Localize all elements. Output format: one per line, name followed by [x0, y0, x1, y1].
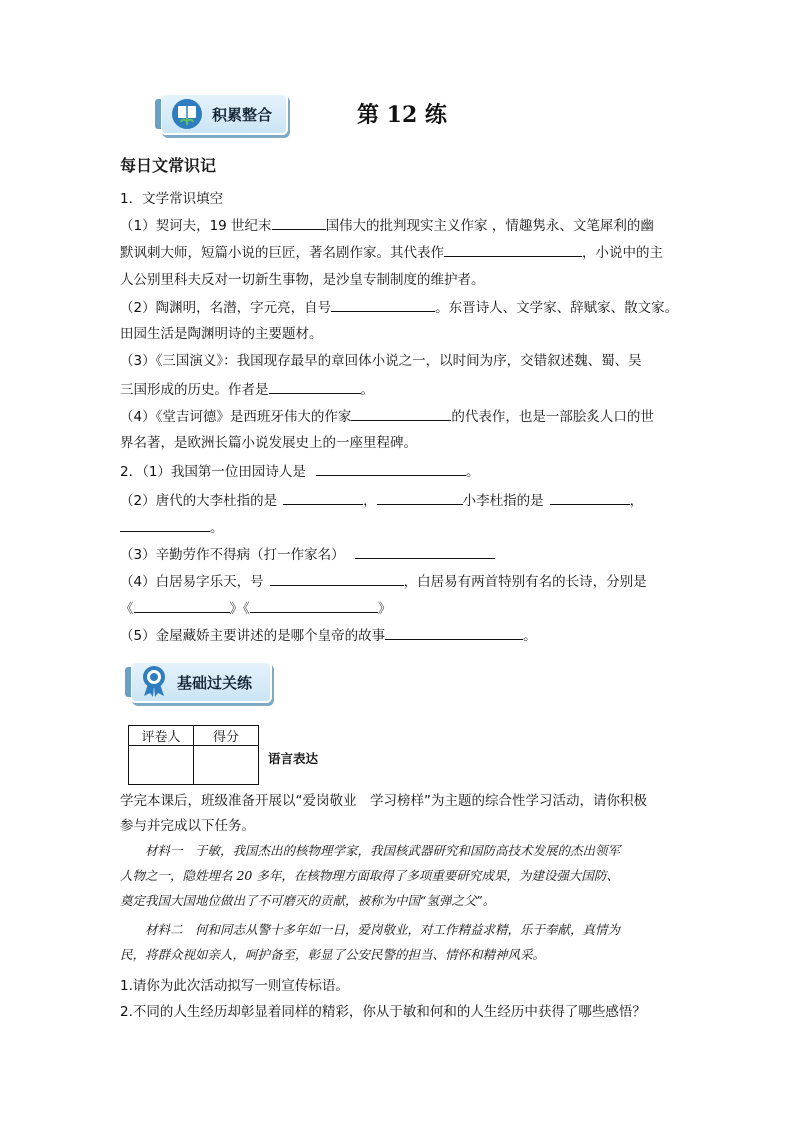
answer-blank[interactable] — [272, 215, 326, 230]
material2-line1: 材料二 何和同志从警十多年如一日，爱岗敬业，对工作精益求精，乐于奉献，真情为 — [145, 922, 621, 937]
answer-blank[interactable] — [316, 461, 466, 476]
material1-line1: 材料一 于敏，我国杰出的核物理学家，我国核武器研究和国防高技术发展的杰出领军 — [145, 843, 621, 858]
answer-blank[interactable] — [269, 379, 361, 394]
header-banner-label: 积累整合 — [212, 106, 273, 124]
task2: 2.不同的人生经历却彰显着同样的精彩，你从于敏和何和的人生经历中获得了哪些感悟？ — [120, 1004, 646, 1020]
answer-blank[interactable] — [134, 598, 230, 613]
intro-line2: 参与并完成以下任务。 — [120, 818, 255, 834]
answer-blank[interactable] — [120, 517, 210, 532]
score-cell[interactable] — [194, 746, 259, 785]
answer-blank[interactable] — [270, 571, 404, 586]
material2-line2: 民，将群众视如亲人，呵护备至，彰显了公安民警的担当、情怀和精神风采。 — [120, 947, 546, 962]
answer-blank[interactable] — [283, 490, 363, 505]
answer-blank[interactable] — [355, 544, 495, 559]
answer-blank[interactable] — [444, 242, 582, 257]
table-header-grader: 评卷人 — [129, 726, 194, 746]
q1-1-line2: 默讽刺大师，短篇小说的巨匠，著名剧作家。其代表作 ，小说中的主 — [120, 242, 663, 263]
q1-3-line2: 三国形成的历史。作者是 。 — [120, 379, 374, 400]
answer-blank[interactable] — [331, 297, 435, 312]
task1: 1.请你为此次活动拟写一则宣传标语。 — [120, 978, 349, 994]
q2-5-line: （5）金屋藏娇主要讲述的是哪个皇帝的故事 。 — [120, 625, 537, 646]
q2-3-line: （3）辛勤劳作不得病（打一作家名） — [120, 544, 495, 565]
section-title-daily: 每日文常识记 — [120, 156, 217, 175]
grader-cell[interactable] — [129, 746, 194, 785]
q1-1-line1: （1）契诃夫，19 世纪末 国伟大的批判现实主义作家 ，情趣隽永、文笔犀利的幽 — [120, 215, 654, 236]
q1-title: 1．文学常识填空 — [120, 191, 224, 207]
q1-4-line2: 界名著，是欧洲长篇小说发展史上的一座里程碑。 — [120, 435, 417, 451]
answer-blank[interactable] — [385, 625, 523, 640]
intro-line1: 学完本课后，班级准备开展以“爱岗敬业 学习榜样”为主题的综合性学习活动，请你积极 — [120, 793, 647, 809]
q1-2-line1: （2）陶渊明，名潜，字元亮，自号 。东晋诗人、文学家、辞赋家、散文家。 — [120, 297, 678, 318]
q1-3-line1: （3）《三国演义》：我国现存最早的章回体小说之一，以时间为序，交错叙述魏、蜀、吴 — [120, 353, 642, 369]
medal-icon — [138, 664, 170, 698]
q1-4-line1: （4）《堂吉诃德》是西班牙伟大的作家 的代表作，也是一部脍炙人口的世 — [120, 406, 654, 427]
answer-blank[interactable] — [351, 406, 451, 421]
material1-line2: 人物之一，隐姓埋名 20 多年，在核物理方面取得了多项重要研究成果，为建设强大国防、 — [120, 868, 619, 883]
answer-blank[interactable] — [550, 490, 630, 505]
practice-banner-label: 基础过关练 — [177, 674, 253, 692]
question-heading: 语言表达 — [268, 751, 319, 766]
q2-2-line1: （2）唐代的大李杜指的是 ， 小李杜指的是 ， — [120, 490, 643, 511]
score-table — [128, 725, 259, 785]
answer-blank[interactable] — [250, 598, 378, 613]
page-title: 第 12 练 — [357, 102, 447, 128]
material1-line3: 奠定我国大国地位做出了不可磨灭的贡献，被称为中国“氢弹之父”。 — [120, 893, 496, 908]
book-plant-icon — [171, 98, 203, 130]
table-header-score: 得分 — [194, 726, 259, 746]
q2-4-line2: 《 》《 》 — [120, 598, 391, 619]
q2-4-line1: （4）白居易字乐天，号 ，白居易有两首特别有名的长诗，分别是 — [120, 571, 647, 592]
answer-blank[interactable] — [377, 490, 463, 505]
q2-2-line2: 。 — [120, 517, 224, 538]
q2-1-line: 2．（1）我国第一位田园诗人是 。 — [120, 461, 479, 482]
q1-2-line2: 田园生活是陶渊明诗的主要题材。 — [120, 326, 323, 342]
q1-1-line3: 人公别里科夫反对一切新生事物，是沙皇专制制度的维护者。 — [120, 272, 485, 288]
